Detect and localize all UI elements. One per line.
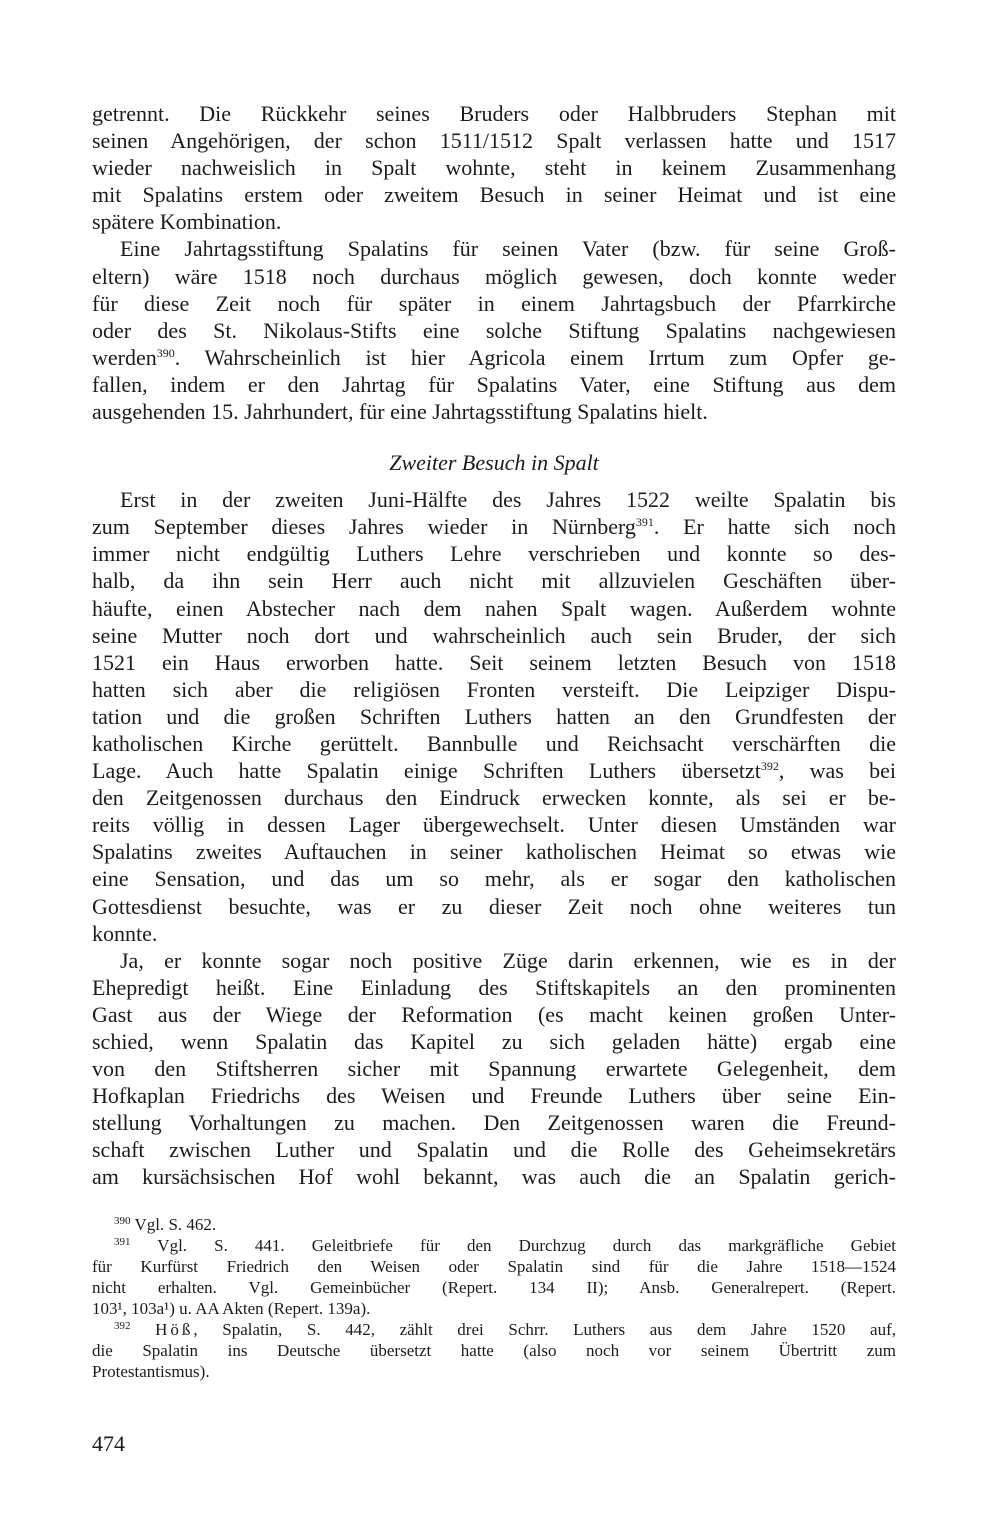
- text-line: Hofkaplan Friedrichs des Weisen und Freunde Luthers über seine Ein-: [92, 1083, 896, 1109]
- text-fragment: , was bei: [778, 758, 896, 784]
- footnote-line: [92, 1235, 896, 1256]
- text-line: den Zeitgenossen durchaus den Eindruck erwecken konnte, als sei er be-: [92, 785, 896, 811]
- footnote-text: Vgl. S. 441. Geleitbriefe für den Durchzug durch das markgräfliche Gebiet: [157, 1236, 896, 1255]
- footnote-number: 391: [114, 1236, 131, 1248]
- footnote-author: Höß: [155, 1320, 194, 1339]
- text-line: von den Stiftsherren sicher mit Spannung erwartete Gelegenheit, dem: [92, 1056, 896, 1082]
- text-fragment: zum September dieses Jahres wieder in Nürnberg: [92, 514, 636, 540]
- text-line: am kursächsischen Hof wohl bekannt, was auch die an Spalatin gerich-: [92, 1164, 896, 1190]
- footnote-ref-392[interactable]: 392: [760, 759, 779, 774]
- text-line: eine Sensation, und das um so mehr, als er sogar den katholischen: [92, 866, 896, 892]
- text-line: [92, 513, 896, 540]
- paragraph-4: [92, 947, 896, 1191]
- text-line: getrennt. Die Rückkehr seines Bruders oder Halbbruders Stephan mit: [92, 101, 896, 126]
- text-line: Spalatins zweites Auftauchen in seiner katholischen Heimat so etwas wie: [92, 839, 896, 865]
- text-fragment: Lage. Auch hatte Spalatin einige Schriften Luthers übersetzt: [92, 758, 761, 784]
- paragraph-3: [92, 486, 896, 947]
- text-line: seinen Angehörigen, der schon 1511/1512 Spalt verlassen hatte und 1517: [92, 128, 896, 154]
- text-line: seine Mutter noch dort und wahrscheinlich auch sein Bruder, der sich: [92, 622, 896, 648]
- text-line: mit Spalatins erstem oder zweitem Besuch in seiner Heimat und ist eine: [92, 182, 896, 208]
- footnote-text: , Spalatin, S. 442, zählt drei Schrr. Luthers aus dem Jahre 1520 auf,: [193, 1320, 896, 1339]
- main-text: [92, 100, 896, 1191]
- text-line: oder des St. Nikolaus-Stifts eine solche Stiftung Spalatins nachgewiesen: [92, 317, 896, 343]
- text-line: wieder nachweislich in Spalt wohnte, steht in keinem Zusammenhang: [92, 155, 896, 181]
- footnote-line: [92, 1319, 896, 1340]
- text-line: hatten sich aber die religiösen Fronten versteift. Die Leipziger Dispu-: [92, 676, 896, 702]
- footnotes: [92, 1214, 896, 1382]
- text-line: stellung Vorhaltungen zu machen. Den Zeitgenossen waren die Freund-: [92, 1110, 896, 1136]
- text-line: 1521 ein Haus erworben hatte. Seit seinem letzten Besuch von 1518: [92, 649, 896, 675]
- text-line: Gast aus der Wiege der Reformation (es macht keinen großen Unter-: [92, 1001, 896, 1027]
- text-line: Eine Jahrtagsstiftung Spalatins für seinen Vater (bzw. für seine Groß-: [120, 236, 896, 262]
- text-line: spätere Kombination.: [92, 209, 282, 235]
- page-number: 474: [92, 1431, 125, 1456]
- paragraph-2: [92, 235, 896, 425]
- text-line: ausgehenden 15. Jahrhundert, für eine Jahrtagsstiftung Spalatins hielt.: [92, 399, 708, 425]
- text-line: eltern) wäre 1518 noch durchaus möglich gewesen, doch konnte weder: [92, 263, 896, 289]
- text-line: katholischen Kirche gerüttelt. Bannbulle und Reichsacht verschärften die: [92, 730, 896, 756]
- text-fragment: . Er hatte sich noch: [653, 514, 896, 540]
- text-line: immer nicht endgültig Luthers Lehre verschrieben und konnte so des-: [92, 541, 896, 567]
- text-fragment: . Wahrscheinlich ist hier Agricola einem Irrtum zum Opfer ge-: [174, 344, 896, 370]
- footnote-line: für Kurfürst Friedrich den Weisen oder Spalatin sind für die Jahre 1518—1524: [92, 1257, 896, 1276]
- text-line: Erst in der zweiten Juni-Hälfte des Jahres 1522 weilte Spalatin bis: [120, 487, 896, 513]
- text-line: [92, 757, 896, 784]
- text-line: Ja, er konnte sogar noch positive Züge darin erkennen, wie es in der: [120, 947, 896, 973]
- text-line: schaft zwischen Luther und Spalatin und die Rolle des Geheimsekretärs: [92, 1137, 896, 1163]
- footnote-line: Protestantismus).: [92, 1362, 210, 1381]
- footnote-number: 392: [114, 1320, 131, 1332]
- footnote-number: 390: [114, 1215, 131, 1227]
- footnote-text: Vgl. S. 462.: [134, 1215, 217, 1234]
- text-line: konnte.: [92, 920, 158, 946]
- text-line: Ehepredigt heißt. Eine Einladung des Stiftskapitels an den prominenten: [92, 974, 896, 1000]
- footnote-ref-391[interactable]: 391: [635, 515, 654, 530]
- section-heading: Zweiter Besuch in Spalt: [389, 450, 599, 476]
- footnote-line: 103¹, 103a¹) u. AA Akten (Repert. 139a).: [92, 1299, 371, 1318]
- footnote-line: die Spalatin ins Deutsche übersetzt hatte (also noch vor seinem Übertritt zum: [92, 1341, 896, 1360]
- text-fragment: werden: [92, 344, 157, 370]
- footnote-390: [92, 1214, 896, 1235]
- text-line: reits völlig in dessen Lager übergewechselt. Unter diesen Umständen war: [92, 812, 896, 838]
- footnote-line: nicht erhalten. Vgl. Gemeinbücher (Repert. 134 II); Ansb. Generalrepert. (Repert.: [92, 1278, 896, 1297]
- paragraph-1: [92, 100, 896, 235]
- text-line: häufte, einen Abstecher nach dem nahen Spalt wagen. Außerdem wohnte: [92, 595, 896, 621]
- footnote-391: [92, 1235, 896, 1319]
- text-line: für diese Zeit noch für später in einem Jahrtagsbuch der Pfarrkirche: [92, 290, 896, 316]
- text-line: fallen, indem er den Jahrtag für Spalatins Vater, eine Stiftung aus dem: [92, 371, 896, 397]
- text-line: Gottesdienst besuchte, was er zu dieser Zeit noch ohne weiteres tun: [92, 893, 896, 919]
- text-line: tation und die großen Schriften Luthers hatten an den Grundfesten der: [92, 703, 896, 729]
- footnote-ref-390[interactable]: 390: [156, 345, 175, 360]
- footnote-392: [92, 1319, 896, 1382]
- text-line: [92, 344, 896, 371]
- text-line: halb, da ihn sein Herr auch nicht mit allzuvielen Geschäften über-: [92, 568, 896, 594]
- text-line: schied, wenn Spalatin das Kapitel zu sich geladen hätte) ergab eine: [92, 1029, 896, 1054]
